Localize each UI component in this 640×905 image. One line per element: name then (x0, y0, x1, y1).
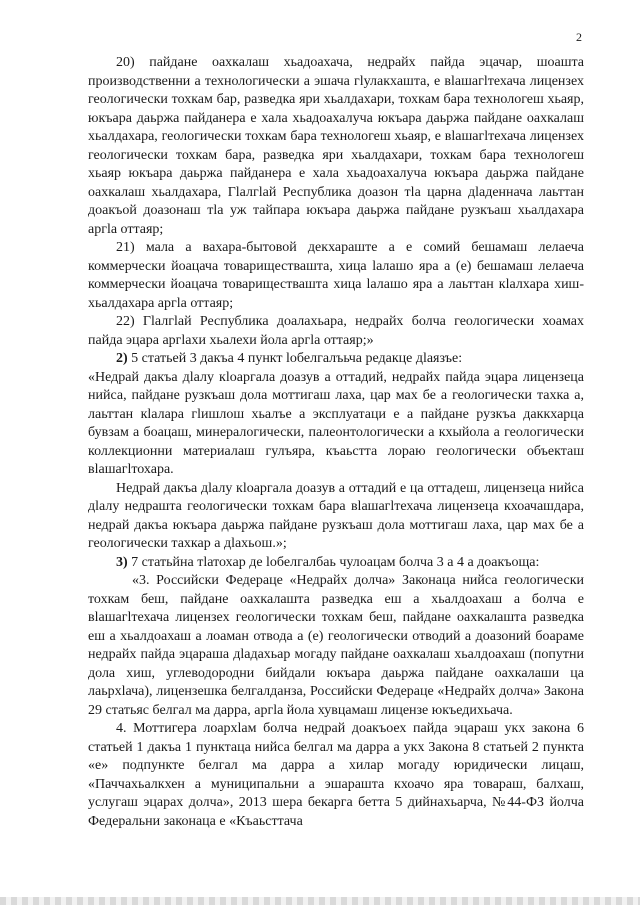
page-number: 2 (576, 30, 582, 44)
item-number: 2) (116, 351, 128, 366)
document-body (88, 54, 584, 831)
paragraph-item-21: 21) мала а вахара-бытовой декхараште а е сомий бешамаш лелаеча коммерчески йоацача товариществашта, хица lалашо яра а (е) бешамаш лелаеча коммерчески йоацача товариществашта хица lалашо яра а лаьттан кlалхара хиш-хьалдахара аргlа оттаяр; (88, 240, 584, 311)
paragraph-item-2-5 (88, 350, 584, 369)
paragraph-item-4: 4. Моттигера лоархlам болча недрай доакъоех пайда эцараш укх закона 6 статьей 1 дакъа 1 пунктаца нийса белгал ма дарра а укх Закона 8 статьей 2 пункта «е» подпункте белгал ма дарра а хилар могаду юридически лицаш, «Паччахьалкхен а муниципальни а эшарашта кхоачо яра товараш, балхаш, услугаш эцарах долча», 2013 шера бекарга бетта 5 дийнахьарча, №44-ФЗ йолча Федеральни законаца е «Къаьсттача (88, 721, 584, 829)
item-text: 7 статьйна тlатохар де lобелгалбаь чулоацам болча 3 а 4 а доакъоща: (127, 554, 540, 570)
paragraph-item-20: 20) пайдане оахкалаш хьадоахача, недрайх пайда эцачар, шоашта производственни а технологически а эшача гlулакхашта, е вlашагlтехача лицензех геологически тохкам бар, разведка яри хьалдахари, тохкам бара технологеш хьаяр, юкъара даьржа пайданера е хала хьадоахалуча юкъара даьржа пайдане оахкалаш хьалдахара, геологически тохкам бара технологеш хьаяр, е вlашагlтехача лицензех геологически тохкам бара, разведка яри хьалдахари, тохкам бара технологеш хьаяр юкъара даьржа пайданера е хала хьадоахалуча юкъара даьржа пайдане оахкалаш хьалдахара, Гlалгlай Республика доазон тlа царна дlаденнача лаьттан доакъой доазонаш тlа уж тайпара юкъара даьржа пайдане рузкъаш хьалдахара аргlа оттаяр; (88, 55, 584, 237)
paragraph-quote-2: Недрай дакъа дlалу кlоаргала доазув а оттадий е ца оттадеш, лицензеца нийса дlалу недрашта геологически тохкам бара вlашагlтехача лицензеца кхоачашдара, недрай дакъа юкъара даьржа пайдане рузкъаш дола моттигаш лаха, цар мах бе а геологически тахкар а дlахьош.»; (88, 480, 584, 551)
item-text: 5 статьей 3 дакъа 4 пункт lобелгалъьча редакце дlаязъе: (127, 351, 463, 366)
scan-edge (0, 897, 640, 905)
paragraph-item-3-7 (88, 554, 584, 573)
paragraph-quote-3: «3. Российски Федераце «Недрайх долча» Законаца нийса геологически тохкам беш, пайдане оахкалашта разведка еш а хьалдоахаш а болча е вlашагlтехача лицензех геологически тохкам беш, пайдане оахкалашта разведка еш а хьалдоахаш а лоаман отвода а (е) геологически отводий а доазоний боараме недрайх пайда эцараша дlадахьар могаду пайдане оахкалаш хьалдоахаш (попутни дола хиш, углеводородни бийдали юкъара даьржа пайдане оахкалаши ца лаьрхlача), лицензешка белгалданза, Российски Федераце «Недрайх долча» Закона 29 статьяс белгал ма дарра, аргlа йола хувцамаш лицензе юкъедихьача. (88, 573, 584, 718)
item-number: 3) (116, 554, 128, 570)
paragraph-quote-1: «Недрай дакъа дlалу кlоаргала доазув а оттадий, недрайх пайда эцара лицензеца нийса, пайдане рузкъаш дола моттигаш лаха, цар мах бе а геологически тахка а, лаьттан кlалара гlишлош хьалъе а эксплуатаци е а пайдане рузкъа даккхарца бувзам а боацаш, минералогически, палеонтологически а кхыйола а геологически коллекционни материалаш гулъяра, къаьстта лораю геологически объекташ вlашагlтохара. (88, 369, 584, 477)
paragraph-item-22: 22) Гlалгlай Республика доалахьара, недрайх болча геологически хоамах пайда эцара аргlахи хьалехи йола аргlа оттаяр;» (88, 314, 584, 348)
